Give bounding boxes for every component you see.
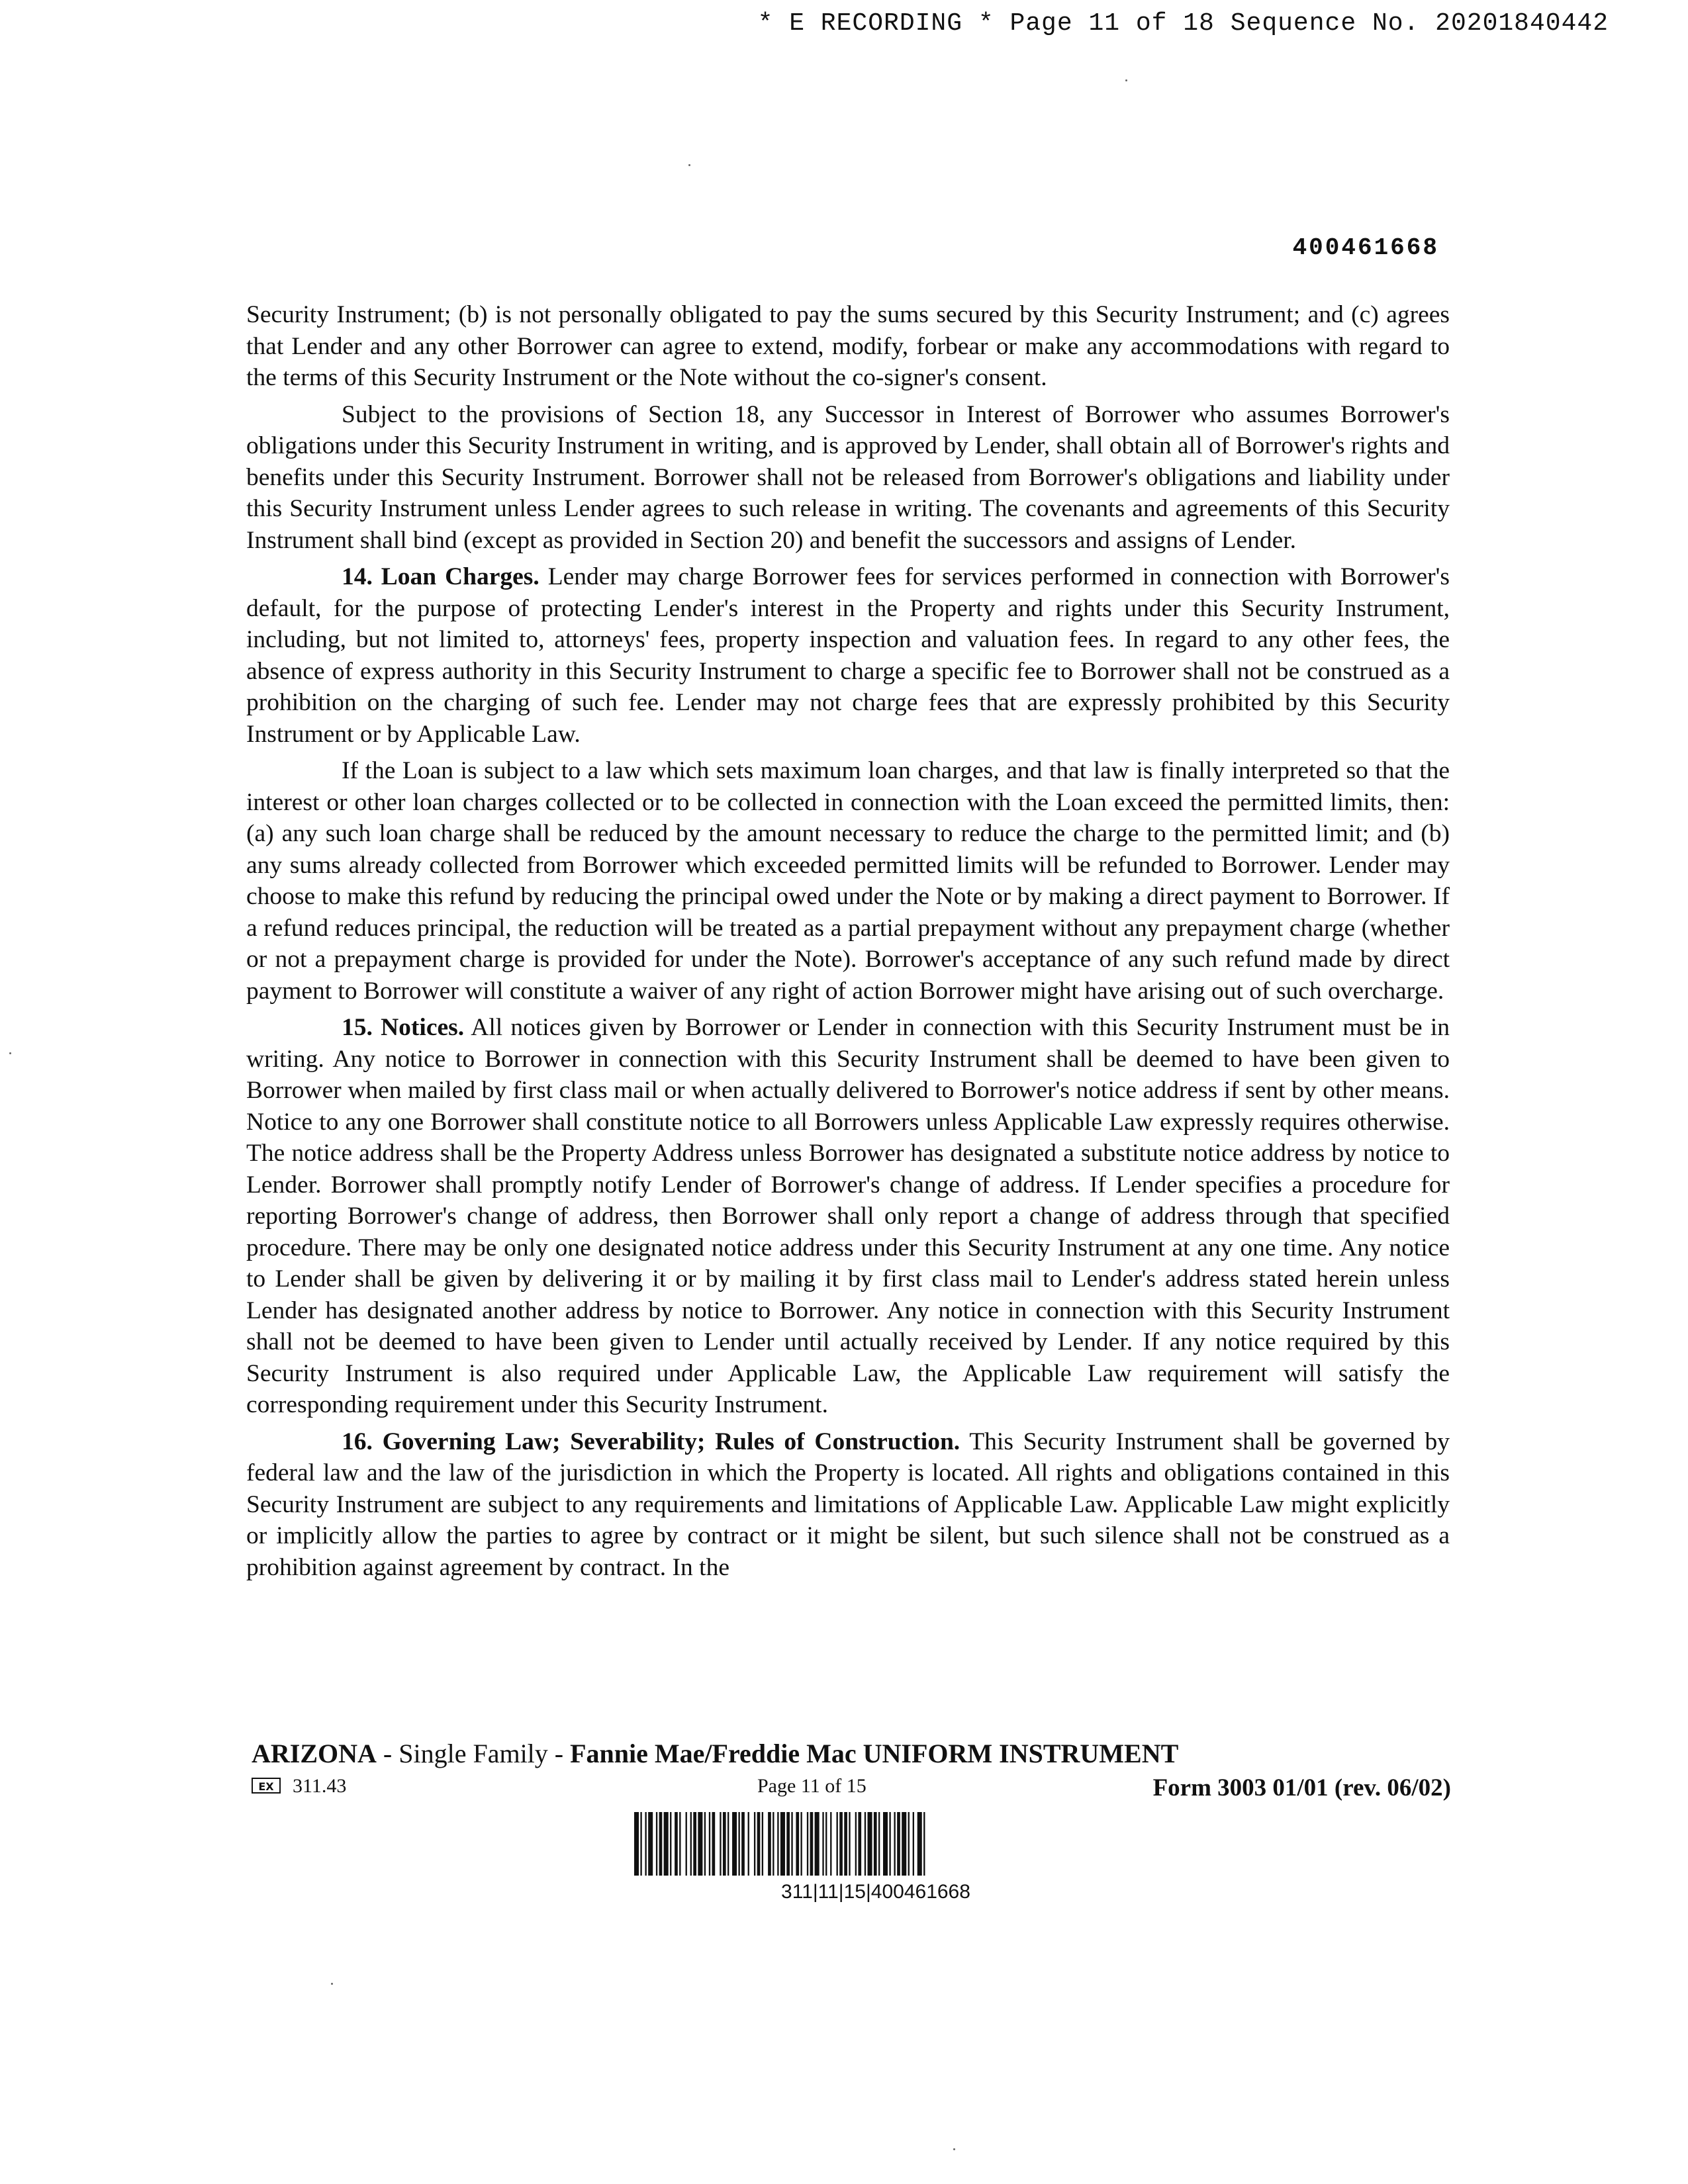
loan-number: 400461668 <box>1292 234 1439 261</box>
footer-title-middle: - Single Family - <box>376 1739 571 1768</box>
paragraph-text: All notices given by Borrower or Lender in connection with this Security Instrument must be in writing. Any notice to Borrower in connection with this Security Instrument shall be deemed to have been given to Borrower when mailed by first class mail or when actually delivered to Borrower's notice address if sent by other means. Notice to any one Borrower shall constitute notice to all Borrowers unless Applicable Law expressly requires otherwise. The notice address shall be the Property Address unless Borrower has designated a substitute notice address by notice to Lender. Borrower shall promptly notify Lender of Borrower's change of address. If Lender specifies a procedure for reporting Borrower's change of address, then Borrower shall only report a change of address through that specified procedure. There may be only one designated notice address under this Security Instrument at any one time. Any notice to Lender shall be given by delivering it or by mailing it by first class mail to Lender's address stated herein unless Lender has designated another address by notice to Borrower. Any notice in connection with this Security Instrument shall not be deemed to have been given to Lender until actually received by Lender. If any notice required by this Security Instrument is also required under Applicable Law, the Applicable Law requirement will satisfy the corresponding requirement under this Security Instrument. <box>246 1014 1450 1418</box>
paragraph-text: If the Loan is subject to a law which sets maximum loan charges, and that law is finally interpreted so that the interest or other loan charges collected or to be collected in connection with the Loan exceed the permitted limits, then: (a) any such loan charge shall be reduced by the amount necessary to reduce the charge to the permitted limit; and (b) any sums already collected from Borrower which exceeded permitted limits will be refunded to Borrower. Lender may choose to make this refund by reducing the principal owed under the Note or by making a direct payment to Borrower. If a refund reduces principal, the reduction will be treated as a partial prepayment without any prepayment charge (whether or not a prepayment charge is provided for under the Note). Borrower's acceptance of any such refund made by direct payment to Borrower will constitute a waiver of any right of action Borrower might have arising out of such overcharge. <box>246 757 1450 1005</box>
footer-row <box>252 1774 1451 1803</box>
section-heading: 16. Governing Law; Severability; Rules of Construction. <box>342 1428 961 1455</box>
paragraph-text: This Security Instrument shall be governed by federal law and the law of the jurisdiction in which the Property is located. All rights and obligations contained in this Security Instrument are subject to any requirements and limitations of Applicable Law. Applicable Law might explicitly or implicitly allow the parties to agree by contract or it might be silent, but such silence shall not be construed as a prohibition against agreement by contract. In the <box>246 1428 1450 1581</box>
section-16-governing-law <box>246 1426 1450 1584</box>
section-heading: 15. Notices. <box>342 1014 465 1041</box>
scan-speck <box>331 1983 333 1985</box>
paragraph-text: Lender may charge Borrower fees for services performed in connection with Borrower's default, for the purpose of protecting Lender's interest in the Property and rights under this Security Instrument, including, but not limited to, attorneys' fees, property inspection and valuation fees. In regard to any other fees, the absence of express authority in this Security Instrument to charge a specific fee to Borrower shall not be construed as a prohibition on the charging of such fee. Lender may not charge fees that are expressly prohibited by this Security Instrument or by Applicable Law. <box>246 563 1450 748</box>
footer-state: ARIZONA <box>252 1739 377 1768</box>
document-body <box>246 299 1450 1588</box>
paragraph-4 <box>246 755 1450 1007</box>
section-15-notices <box>246 1012 1450 1421</box>
paragraph-text: Security Instrument; (b) is not personally obligated to pay the sums secured by this Security Instrument; and (c) agrees that Lender and any other Borrower can agree to extend, modify, forbear or make any accommodations with regard to the terms of this Security Instrument or the Note without the co-signer's consent. <box>246 301 1450 391</box>
scan-speck <box>1125 79 1127 81</box>
paragraph-2 <box>246 399 1450 557</box>
section-14-loan-charges <box>246 561 1450 750</box>
paragraph-text: Subject to the provisions of Section 18, any Successor in Interest of Borrower who assumes Borrower's obligations under this Security Instrument in writing, and is approved by Lender, shall obtain all of Borrower's rights and benefits under this Security Instrument. Borrower shall not be released from Borrower's obligations and liability under this Security Instrument unless Lender agrees to such release in writing. The covenants and agreements of this Security Instrument shall bind (except as provided in Section 20) and benefit the successors and assigns of Lender. <box>246 400 1450 554</box>
scan-speck <box>953 2148 955 2150</box>
section-heading: 14. Loan Charges. <box>342 563 539 590</box>
barcode-text: 311|11|15|400461668 <box>781 1881 970 1903</box>
paragraph-1 <box>246 299 1450 394</box>
scan-speck <box>688 164 690 166</box>
form-code: 311.43 <box>293 1775 347 1797</box>
footer-title <box>252 1738 1178 1769</box>
recording-header: * E RECORDING * Page 11 of 18 Sequence No. 20201840442 <box>757 9 1609 38</box>
page-label: Page 11 of 15 <box>757 1775 867 1797</box>
form-number: Form 3003 01/01 (rev. 06/02) <box>1152 1774 1451 1801</box>
footer-title-bold: Fannie Mae/Freddie Mac UNIFORM INSTRUMENT <box>570 1739 1179 1768</box>
form-logo-icon: EX <box>252 1778 281 1794</box>
barcode-icon <box>634 1812 1117 1876</box>
scan-speck <box>9 1052 11 1054</box>
